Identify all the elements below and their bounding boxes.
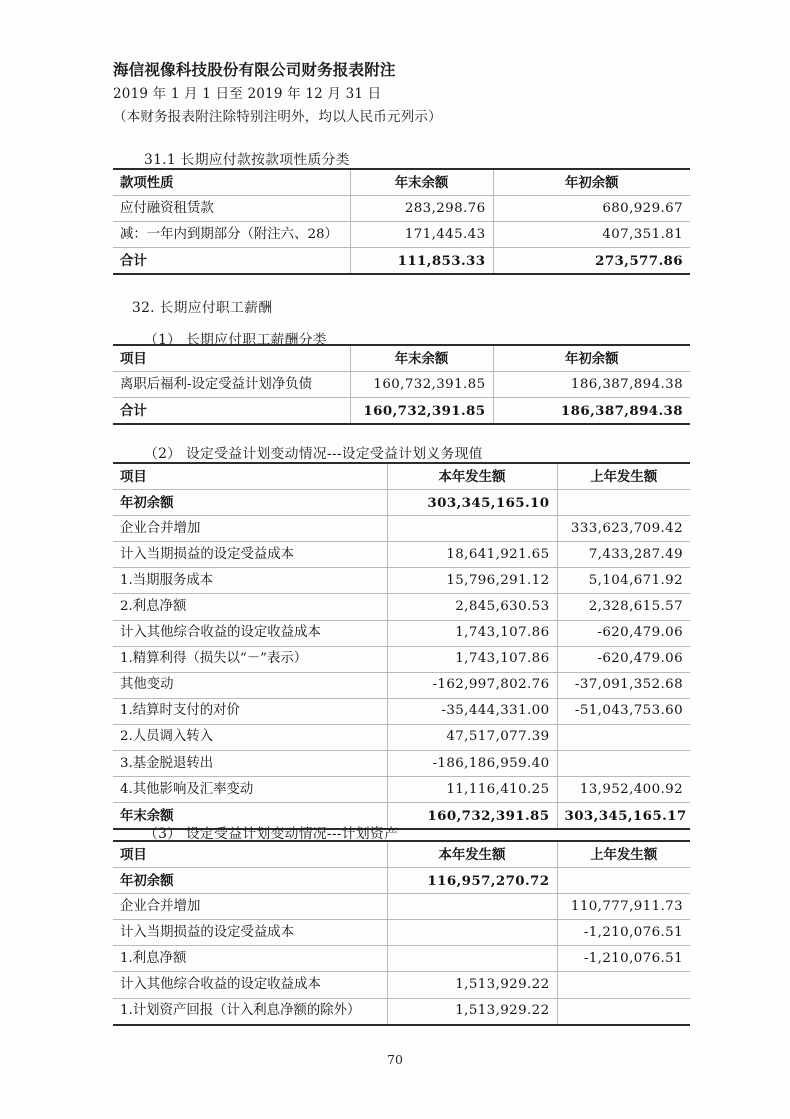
row-label: 企业合并增加 xyxy=(113,894,387,920)
table-row xyxy=(113,542,690,568)
table-row xyxy=(113,920,690,946)
row-value xyxy=(557,998,690,1025)
table-body xyxy=(113,463,690,829)
column-header: 年末余额 xyxy=(350,345,493,372)
row-label: 离职后福利-设定受益计划净负债 xyxy=(113,372,350,398)
column-header: 上年发生额 xyxy=(557,841,690,868)
section-heading-32-2: （2） 设定受益计划变动情况---设定受益计划义务现值 xyxy=(144,446,483,462)
row-value: 160,732,391.85 xyxy=(387,803,557,830)
page-number: 70 xyxy=(387,1052,403,1067)
page-title: 海信视像科技股份有限公司财务报表附注 xyxy=(113,60,396,79)
row-label: 1.结算时支付的对价 xyxy=(113,698,387,724)
row-value: -35,444,331.00 xyxy=(387,698,557,724)
row-label: 合计 xyxy=(113,398,350,425)
column-header: 本年发生额 xyxy=(387,841,557,868)
table-row xyxy=(113,248,690,275)
column-header: 年初余额 xyxy=(493,345,690,372)
row-value: 15,796,291.12 xyxy=(387,568,557,594)
column-header: 上年发生额 xyxy=(557,463,690,490)
table-row xyxy=(113,894,690,920)
row-label: 1.利息净额 xyxy=(113,946,387,972)
column-header: 款项性质 xyxy=(113,169,350,196)
row-label: 企业合并增加 xyxy=(113,516,387,542)
table-header-row xyxy=(113,169,690,196)
row-label: 减：一年内到期部分（附注六、28） xyxy=(113,222,350,248)
table-row xyxy=(113,672,690,698)
row-label: 年初余额 xyxy=(113,868,387,894)
row-value: 5,104,671.92 xyxy=(557,568,690,594)
row-value: 1,513,929.22 xyxy=(387,972,557,998)
table-row xyxy=(113,777,690,803)
table-row xyxy=(113,972,690,998)
row-label: 1.计划资产回报（计入利息净额的除外） xyxy=(113,998,387,1025)
row-value: 273,577.86 xyxy=(493,248,690,275)
row-label: 年末余额 xyxy=(113,803,387,830)
row-value: 110,777,911.73 xyxy=(557,894,690,920)
row-label: 计入其他综合收益的设定收益成本 xyxy=(113,972,387,998)
row-value: 11,116,410.25 xyxy=(387,777,557,803)
row-value xyxy=(557,972,690,998)
section-heading-32-3: （3） 设定受益计划变动情况---计划资产 xyxy=(144,826,399,842)
table-row xyxy=(113,998,690,1025)
table-header-row xyxy=(113,463,690,490)
row-value xyxy=(557,490,690,516)
table-row xyxy=(113,751,690,777)
row-label: 4.其他影响及汇率变动 xyxy=(113,777,387,803)
table-defined-benefit-obligation-changes xyxy=(113,462,690,830)
row-value: 1,743,107.86 xyxy=(387,646,557,672)
row-value: 13,952,400.92 xyxy=(557,777,690,803)
table-row xyxy=(113,490,690,516)
table-row xyxy=(113,868,690,894)
table-row xyxy=(113,646,690,672)
row-value xyxy=(557,751,690,777)
row-value xyxy=(387,946,557,972)
table-row xyxy=(113,196,690,222)
row-value: 407,351.81 xyxy=(493,222,690,248)
row-value: -37,091,352.68 xyxy=(557,672,690,698)
table-row xyxy=(113,594,690,620)
row-value: -620,479.06 xyxy=(557,646,690,672)
row-value: -51,043,753.60 xyxy=(557,698,690,724)
document-header xyxy=(113,58,713,128)
row-value: 116,957,270.72 xyxy=(387,868,557,894)
row-value: 2,328,615.57 xyxy=(557,594,690,620)
table-body xyxy=(113,169,690,274)
row-value: -1,210,076.51 xyxy=(557,920,690,946)
table-header-row xyxy=(113,841,690,868)
section-heading-32: 32. 长期应付职工薪酬 xyxy=(132,300,273,316)
row-label: 1.精算利得（损失以“－”表示） xyxy=(113,646,387,672)
row-value: 680,929.67 xyxy=(493,196,690,222)
table-row xyxy=(113,398,690,425)
column-header: 年末余额 xyxy=(350,169,493,196)
row-value xyxy=(557,868,690,894)
row-value: 160,732,391.85 xyxy=(350,398,493,425)
row-label: 计入其他综合收益的设定收益成本 xyxy=(113,620,387,646)
row-value xyxy=(387,516,557,542)
table-row xyxy=(113,372,690,398)
section-heading-32-1: （1） 长期应付职工薪酬分类 xyxy=(144,332,327,348)
table-long-term-payables-by-nature xyxy=(113,168,690,275)
row-value: 283,298.76 xyxy=(350,196,493,222)
row-value: 111,853.33 xyxy=(350,248,493,275)
table-body xyxy=(113,345,690,424)
table-plan-assets-changes xyxy=(113,840,690,1026)
table-row xyxy=(113,698,690,724)
column-header: 项目 xyxy=(113,841,387,868)
row-label: 计入当期损益的设定受益成本 xyxy=(113,920,387,946)
column-header: 项目 xyxy=(113,345,350,372)
row-value: -620,479.06 xyxy=(557,620,690,646)
row-label: 3.基金脱退转出 xyxy=(113,751,387,777)
row-value: 18,641,921.65 xyxy=(387,542,557,568)
table-row xyxy=(113,946,690,972)
table-row xyxy=(113,568,690,594)
row-value: 160,732,391.85 xyxy=(350,372,493,398)
row-value: 171,445.43 xyxy=(350,222,493,248)
row-value: 47,517,077.39 xyxy=(387,724,557,750)
row-label: 2.人员调入转入 xyxy=(113,724,387,750)
column-header: 年初余额 xyxy=(493,169,690,196)
row-label: 年初余额 xyxy=(113,490,387,516)
row-value: 333,623,709.42 xyxy=(557,516,690,542)
table-row xyxy=(113,222,690,248)
row-value: 186,387,894.38 xyxy=(493,372,690,398)
row-label: 其他变动 xyxy=(113,672,387,698)
row-value xyxy=(557,724,690,750)
row-value: 303,345,165.17 xyxy=(557,803,690,830)
row-label: 2.利息净额 xyxy=(113,594,387,620)
column-header: 项目 xyxy=(113,463,387,490)
table-long-term-employee-benefits-classification xyxy=(113,344,690,425)
row-value: 2,845,630.53 xyxy=(387,594,557,620)
section-heading-31-1: 31.1 长期应付款按款项性质分类 xyxy=(144,152,350,168)
row-label: 计入当期损益的设定受益成本 xyxy=(113,542,387,568)
table-row xyxy=(113,620,690,646)
reporting-period: 2019 年 1 月 1 日至 2019 年 12 月 31 日 xyxy=(113,86,382,103)
row-value: 303,345,165.10 xyxy=(387,490,557,516)
table-row xyxy=(113,516,690,542)
row-value: -162,997,802.76 xyxy=(387,672,557,698)
row-label: 合计 xyxy=(113,248,350,275)
row-value xyxy=(387,894,557,920)
row-value xyxy=(387,920,557,946)
row-value: 1,513,929.22 xyxy=(387,998,557,1025)
row-value: 7,433,287.49 xyxy=(557,542,690,568)
row-value: -1,210,076.51 xyxy=(557,946,690,972)
row-value: 186,387,894.38 xyxy=(493,398,690,425)
row-label: 1.当期服务成本 xyxy=(113,568,387,594)
row-value: -186,186,959.40 xyxy=(387,751,557,777)
currency-note: （本财务报表附注除特别注明外，均以人民币元列示） xyxy=(113,108,442,125)
row-label: 应付融资租赁款 xyxy=(113,196,350,222)
row-value: 1,743,107.86 xyxy=(387,620,557,646)
table-body xyxy=(113,841,690,1025)
column-header: 本年发生额 xyxy=(387,463,557,490)
table-row xyxy=(113,724,690,750)
table-header-row xyxy=(113,345,690,372)
